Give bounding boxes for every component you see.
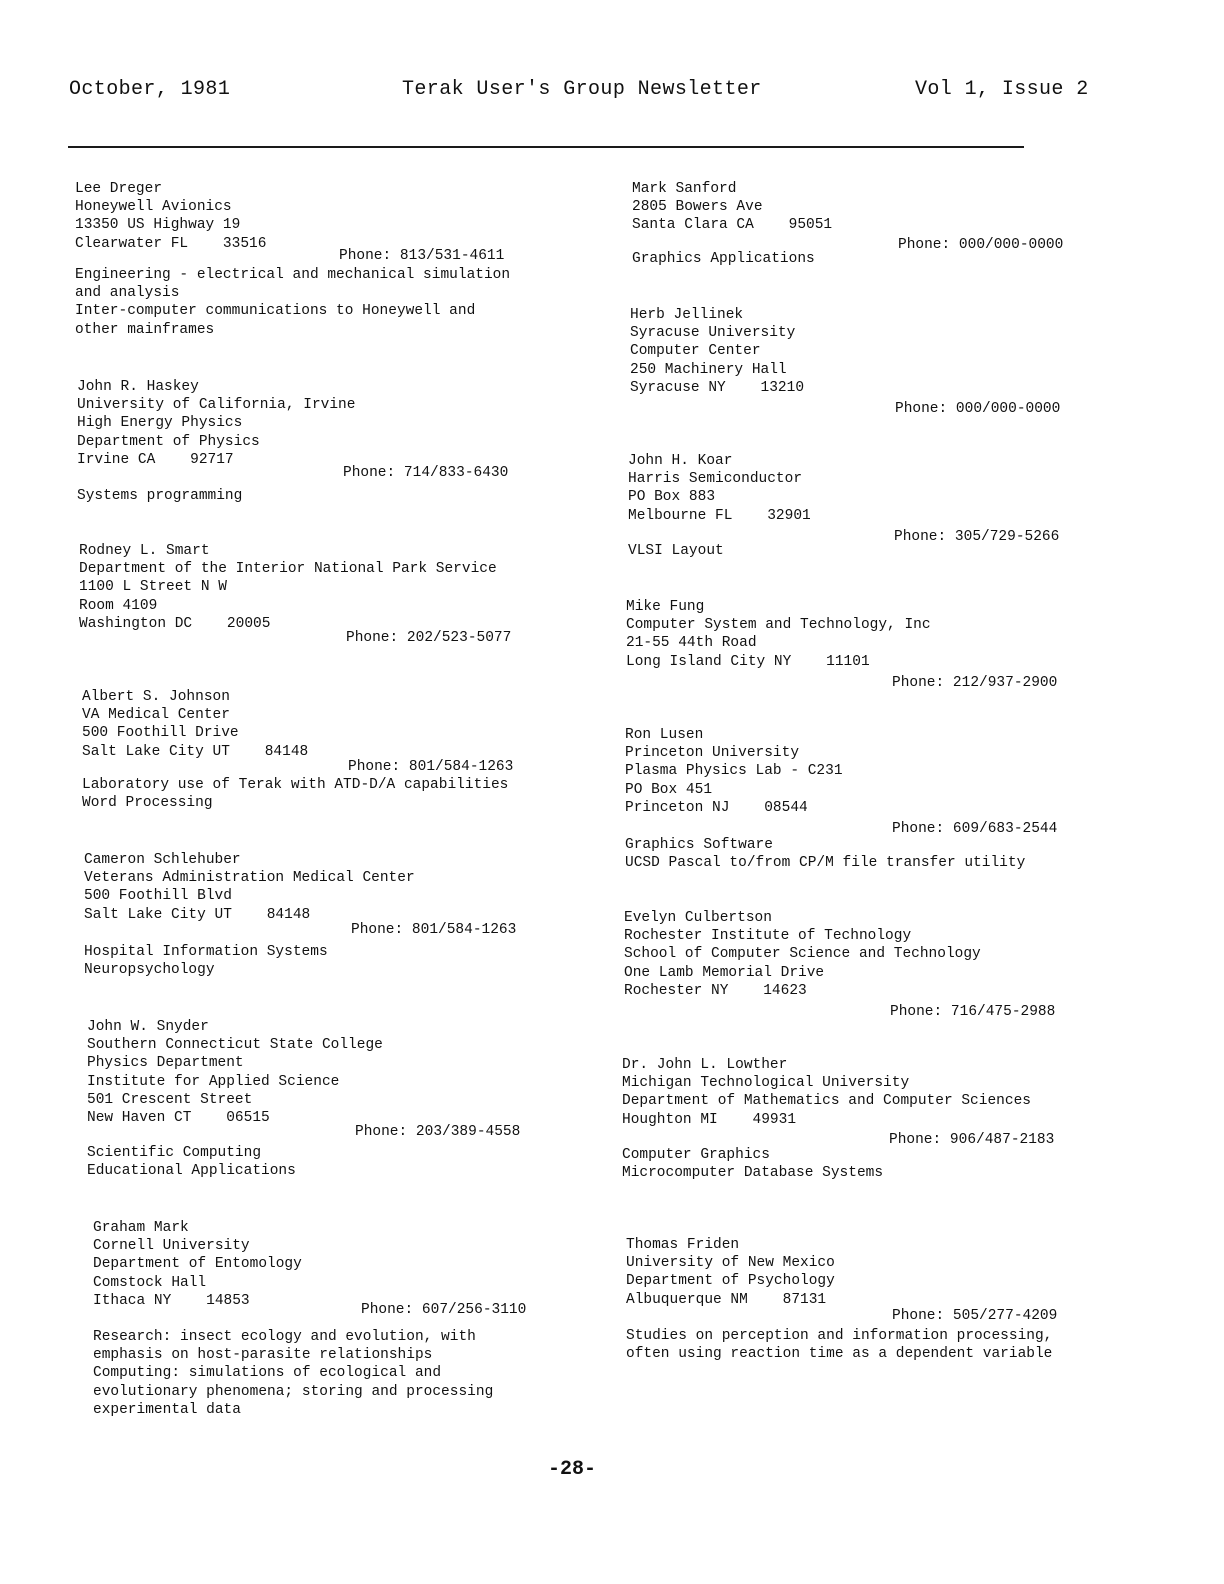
address-line: Albuquerque NM 87131	[626, 1291, 827, 1308]
phone-number: Phone: 212/937-2900	[892, 675, 1058, 691]
address-line: 1100 L Street N W	[79, 579, 227, 596]
member-name: Dr. John L. Lowther	[622, 1057, 788, 1073]
member-entry	[630, 306, 1061, 417]
member-entry	[626, 598, 1058, 691]
interest-line: emphasis on host-parasite relationships	[93, 1347, 433, 1364]
interests	[93, 1328, 493, 1419]
member-entry	[79, 542, 512, 646]
address-line: Room 4109	[79, 597, 158, 614]
interests	[632, 250, 815, 268]
member-name: Albert S. Johnson	[82, 689, 230, 705]
interest-line: Neuropsychology	[84, 962, 215, 979]
address-line: Department of Entomology	[93, 1256, 302, 1273]
address-line: Institute for Applied Science	[87, 1073, 340, 1090]
interests	[622, 1146, 883, 1182]
phone-number: Phone: 801/584-1263	[348, 759, 514, 775]
interest-line: Educational Applications	[87, 1163, 296, 1180]
address-line: School of Computer Science and Technology	[624, 946, 981, 963]
member-entry	[84, 851, 517, 979]
member-name: Thomas Friden	[626, 1237, 740, 1253]
address-line: 2805 Bowers Ave	[632, 199, 763, 216]
phone-number: Phone: 000/000-0000	[895, 401, 1061, 417]
interests	[87, 1144, 296, 1180]
address-line: VA Medical Center	[82, 707, 230, 724]
address-line: Computer System and Technology, Inc	[626, 617, 931, 634]
interests	[628, 542, 724, 560]
address-line: Physics Department	[87, 1055, 244, 1072]
interest-line: UCSD Pascal to/from CP/M file transfer utility	[625, 855, 1026, 872]
phone-number: Phone: 202/523-5077	[346, 630, 512, 646]
phone-number: Phone: 607/256-3110	[361, 1302, 527, 1318]
member-entry	[87, 1018, 521, 1180]
member-entry	[625, 726, 1058, 872]
page-header	[0, 78, 1224, 108]
address-line: Rochester NY 14623	[624, 982, 807, 999]
member-name: Ron Lusen	[625, 727, 704, 743]
address-line: 500 Foothill Drive	[82, 725, 239, 742]
address-line: Santa Clara CA 95051	[632, 217, 833, 234]
address-line: Harris Semiconductor	[628, 471, 803, 488]
member-entry	[628, 452, 1060, 559]
address-line: 500 Foothill Blvd	[84, 888, 232, 905]
member-entry	[632, 180, 1064, 267]
interest-line: evolutionary phenomena; storing and processing	[93, 1383, 494, 1400]
interests	[84, 943, 328, 979]
address-line: University of California, Irvine	[77, 397, 356, 414]
address-line: Melbourne FL 32901	[628, 507, 811, 524]
interest-line: Graphics Software	[625, 837, 773, 853]
interest-line: Studies on perception and information processing,	[626, 1328, 1053, 1344]
address-line: Cornell University	[93, 1238, 250, 1255]
address-line: 21-55 44th Road	[626, 635, 757, 652]
address-line: 13350 US Highway 19	[75, 217, 241, 234]
member-name: Rodney L. Smart	[79, 543, 210, 559]
interest-line: experimental data	[93, 1401, 241, 1418]
interest-line: Scientific Computing	[87, 1145, 262, 1161]
address-line: Rochester Institute of Technology	[624, 928, 912, 945]
member-entry	[82, 688, 514, 812]
address-line: Department of the Interior National Park Service	[79, 561, 497, 578]
phone-number: Phone: 203/389-4558	[355, 1124, 521, 1140]
address-line: Plasma Physics Lab - C231	[625, 763, 843, 780]
address-line: Computer Center	[630, 343, 761, 360]
member-name: Evelyn Culbertson	[624, 910, 772, 926]
interests	[625, 836, 1025, 872]
address-line: High Energy Physics	[77, 415, 243, 432]
member-entry	[75, 180, 511, 338]
interest-line: other mainframes	[75, 321, 215, 338]
address-line: PO Box 451	[625, 781, 713, 798]
address-line: Comstock Hall	[93, 1274, 207, 1291]
header-rule	[68, 146, 1024, 148]
address-line: Princeton University	[625, 745, 800, 762]
interest-line: Computer Graphics	[622, 1147, 770, 1163]
address-line: Ithaca NY 14853	[93, 1292, 250, 1309]
member-name: Mark Sanford	[632, 181, 737, 197]
interest-line: Hospital Information Systems	[84, 944, 328, 960]
interest-line: Microcomputer Database Systems	[622, 1165, 884, 1182]
member-name: John R. Haskey	[77, 379, 199, 395]
interest-line: Engineering - electrical and mechanical simulation	[75, 267, 511, 283]
address-line: Salt Lake City UT 84148	[82, 743, 309, 760]
member-name: Lee Dreger	[75, 181, 163, 197]
member-entry	[622, 1056, 1055, 1182]
address-line: Department of Psychology	[626, 1273, 835, 1290]
phone-number: Phone: 000/000-0000	[898, 237, 1064, 253]
phone-number: Phone: 813/531-4611	[339, 248, 505, 264]
interest-line: often using reaction time as a dependent variable	[626, 1346, 1053, 1363]
interests	[82, 776, 508, 812]
member-name: Mike Fung	[626, 599, 705, 615]
interests	[77, 487, 242, 505]
member-entry	[93, 1219, 527, 1418]
address-line: Department of Physics	[77, 433, 260, 450]
address-line: Syracuse NY 13210	[630, 379, 805, 396]
phone-number: Phone: 906/487-2183	[889, 1132, 1055, 1148]
phone-number: Phone: 714/833-6430	[343, 465, 509, 481]
member-name: Herb Jellinek	[630, 307, 744, 323]
address-line: Veterans Administration Medical Center	[84, 870, 415, 887]
address-line: Salt Lake City UT 84148	[84, 906, 311, 923]
address-line: Michigan Technological University	[622, 1075, 910, 1092]
address-line: 250 Machinery Hall	[630, 361, 787, 378]
address-line: Southern Connecticut State College	[87, 1037, 383, 1054]
page-number: -28-	[548, 1458, 597, 1481]
interest-line: VLSI Layout	[628, 543, 724, 559]
member-entry	[77, 378, 509, 504]
phone-number: Phone: 505/277-4209	[892, 1308, 1058, 1324]
interest-line: Word Processing	[82, 795, 213, 812]
address-line: Long Island City NY 11101	[626, 653, 870, 670]
header-title: Terak User's Group Newsletter	[402, 78, 762, 101]
member-name: John H. Koar	[628, 453, 733, 469]
address-line: Syracuse University	[630, 325, 796, 342]
address-line: Department of Mathematics and Computer Sciences	[622, 1093, 1031, 1110]
phone-number: Phone: 801/584-1263	[351, 922, 517, 938]
address-line: PO Box 883	[628, 489, 716, 506]
address-line: New Haven CT 06515	[87, 1110, 270, 1127]
address-line: Houghton MI 49931	[622, 1111, 797, 1128]
interest-line: and analysis	[75, 285, 180, 302]
address-line: One Lamb Memorial Drive	[624, 964, 825, 981]
phone-number: Phone: 609/683-2544	[892, 821, 1058, 837]
interest-line: Laboratory use of Terak with ATD-D/A capabilities	[82, 777, 509, 793]
member-name: Graham Mark	[93, 1220, 189, 1236]
interest-line: Systems programming	[77, 488, 243, 504]
member-entry	[626, 1236, 1058, 1363]
header-volume: Vol 1, Issue 2	[915, 78, 1089, 101]
address-line: 501 Crescent Street	[87, 1091, 253, 1108]
address-line: Honeywell Avionics	[75, 199, 232, 216]
interests	[75, 266, 510, 339]
interest-line: Computing: simulations of ecological and	[93, 1365, 442, 1382]
address-line: Irvine CA 92717	[77, 451, 234, 468]
member-name: Cameron Schlehuber	[84, 852, 241, 868]
address-line: Washington DC 20005	[79, 615, 271, 632]
address-line: Clearwater FL 33516	[75, 235, 267, 252]
address-line: Princeton NJ 08544	[625, 799, 808, 816]
member-entry	[624, 909, 1056, 1020]
phone-number: Phone: 305/729-5266	[894, 529, 1060, 545]
member-name: John W. Snyder	[87, 1019, 209, 1035]
header-date: October, 1981	[69, 78, 231, 101]
interest-line: Inter-computer communications to Honeywell and	[75, 303, 476, 320]
address-line: University of New Mexico	[626, 1255, 835, 1272]
phone-number: Phone: 716/475-2988	[890, 1004, 1056, 1020]
interest-line: Graphics Applications	[632, 251, 815, 267]
interests	[626, 1327, 1052, 1363]
interest-line: Research: insect ecology and evolution, with	[93, 1329, 476, 1345]
